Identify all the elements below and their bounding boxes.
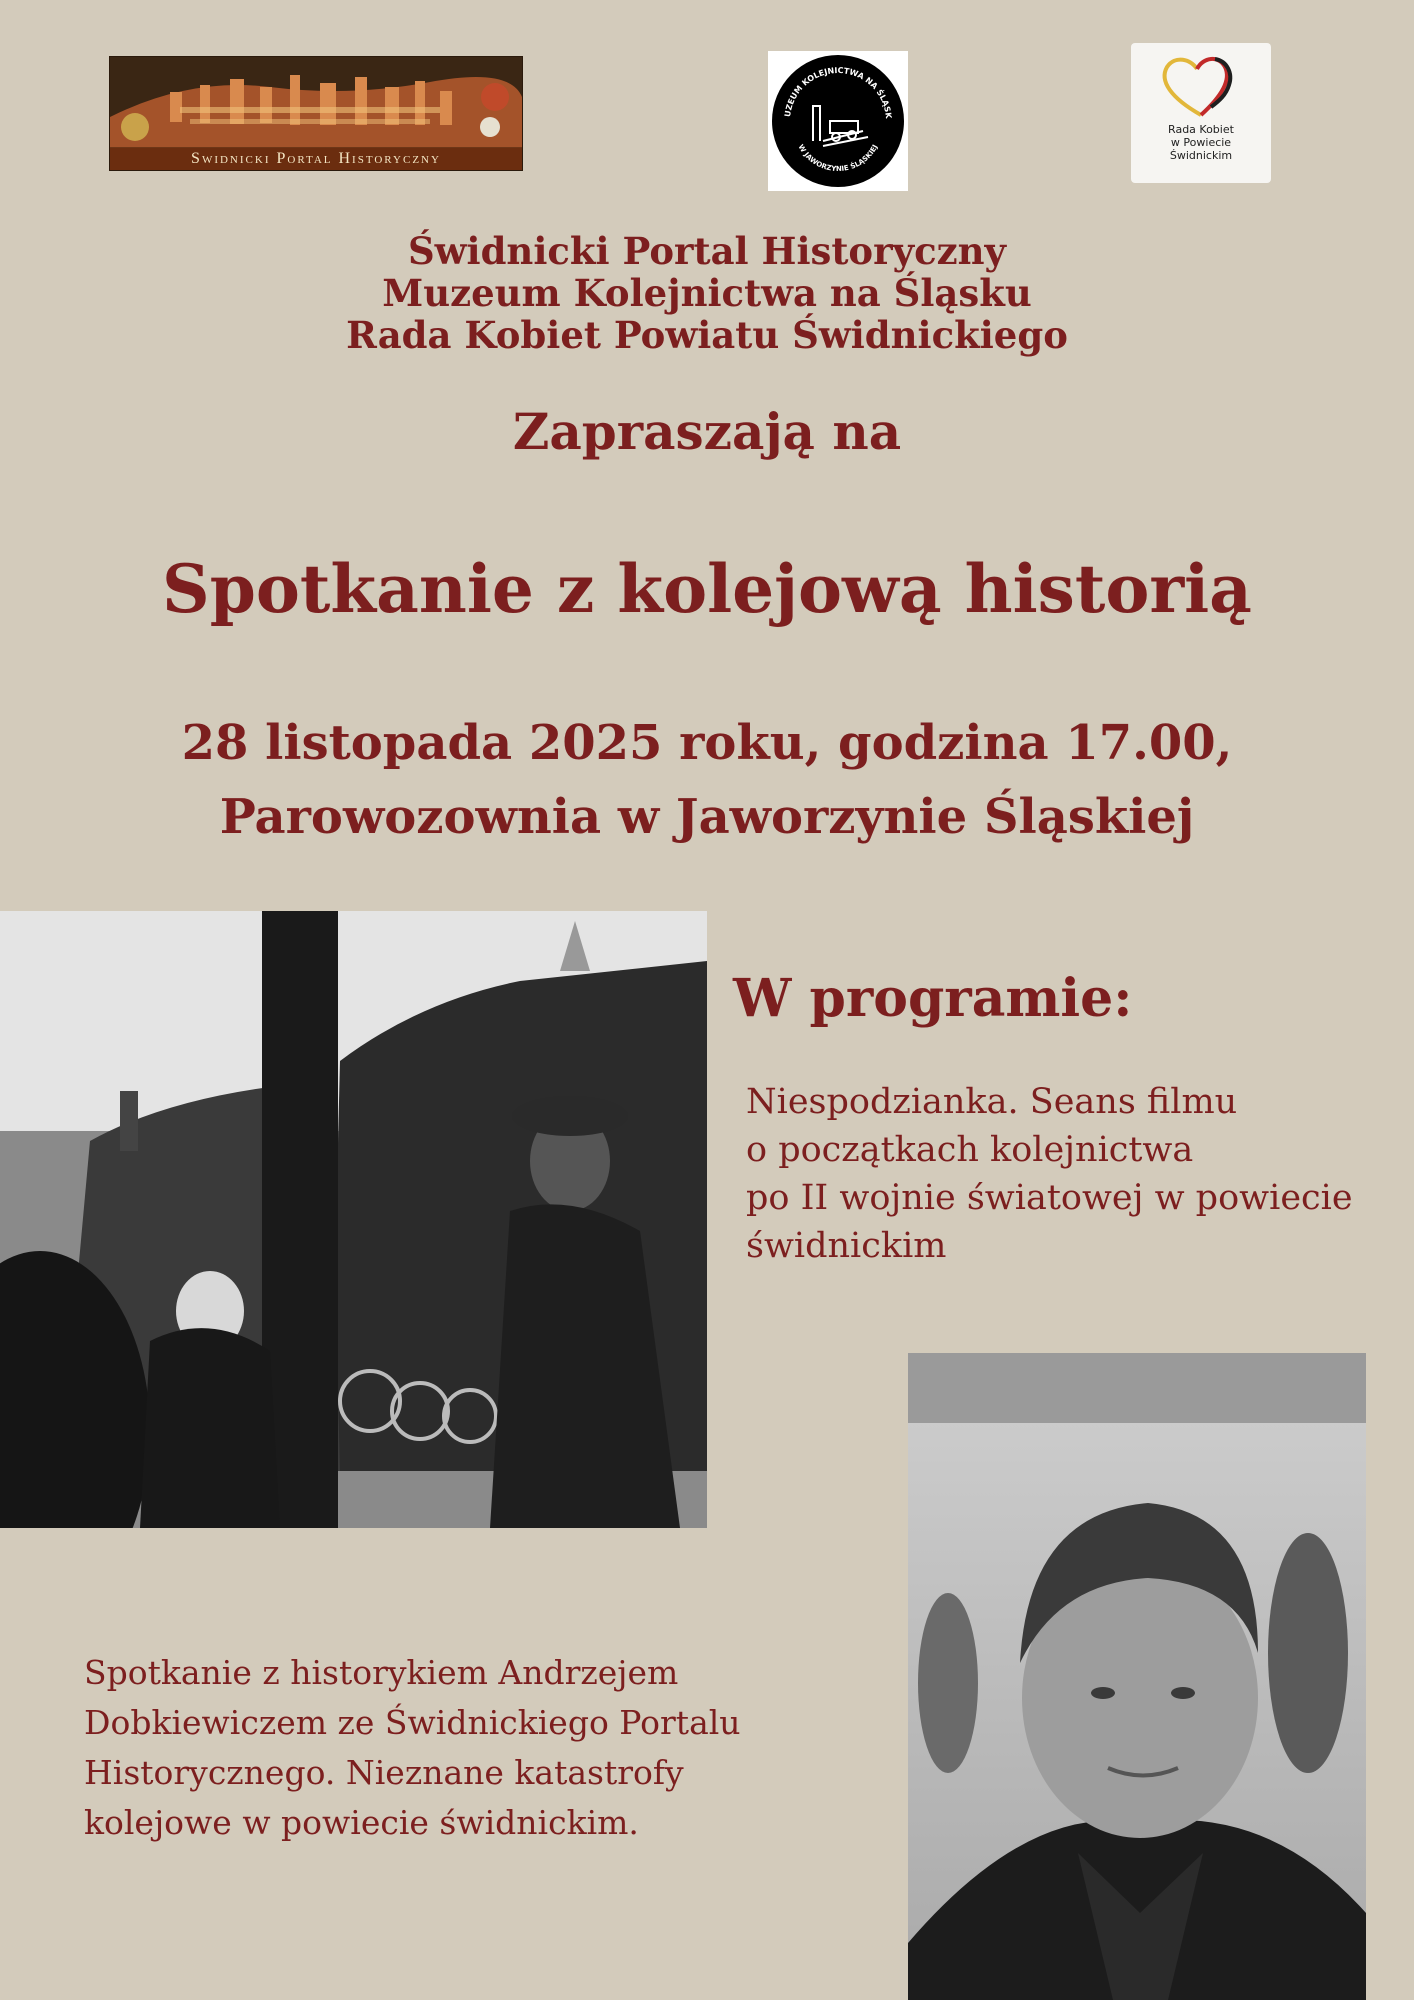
rada-kobiet-logo [1131, 43, 1271, 183]
event-title: Spotkanie z kolejową historią [162, 550, 1252, 628]
program-item: Niespodzianka. Seans filmu o początkach kolejnictwa po II wojnie światowej w powiecie świdnickim [746, 1082, 1353, 1266]
historical-train-photo [0, 911, 707, 1528]
organizer-3: Rada Kobiet Powiatu Świdnickiego [346, 313, 1068, 357]
city-panorama-illustration [110, 57, 522, 147]
museum-emblem-icon [768, 51, 908, 191]
museum-ring-top-text: UZEUM KOLEJNICTWA NA ŚLĄSK [783, 65, 893, 119]
museum-ring-bottom-text: W JAWORZYNIE ŚLĄSKIEJ [796, 143, 880, 174]
museum-logo [768, 51, 908, 191]
rada-logo-text [1131, 123, 1271, 162]
speaker-portrait-photo [908, 1353, 1366, 2000]
faces-emblem-icon [1131, 43, 1271, 123]
organizer-1: Świdnicki Portal Historyczny [407, 229, 1007, 273]
rada-logo-line3: Świdnickim [1169, 149, 1233, 162]
program-heading: W programie: [733, 968, 1133, 1029]
portal-logo-label: Swidnicki Portal Historyczny [110, 148, 522, 170]
event-place: Parowozownia w Jaworzynie Śląskiej [219, 789, 1195, 845]
invite-text: Zapraszają na [512, 402, 902, 461]
organizer-2: Muzeum Kolejnictwa na Śląsku [382, 271, 1032, 315]
swidnicki-portal-logo [110, 57, 522, 170]
event-date: 28 listopada 2025 roku, godzina 17.00, [181, 715, 1233, 771]
rada-logo-line2: w Powiecie [1170, 136, 1232, 149]
meeting-description: Spotkanie z historykiem Andrzejem Dobkiewiczem ze Świdnickiego Portalu Historycznego. Nieznane katastrofy kolejowe w powiecie świdnickim. [84, 1653, 741, 1842]
rada-logo-line1: Rada Kobiet [1168, 123, 1234, 136]
